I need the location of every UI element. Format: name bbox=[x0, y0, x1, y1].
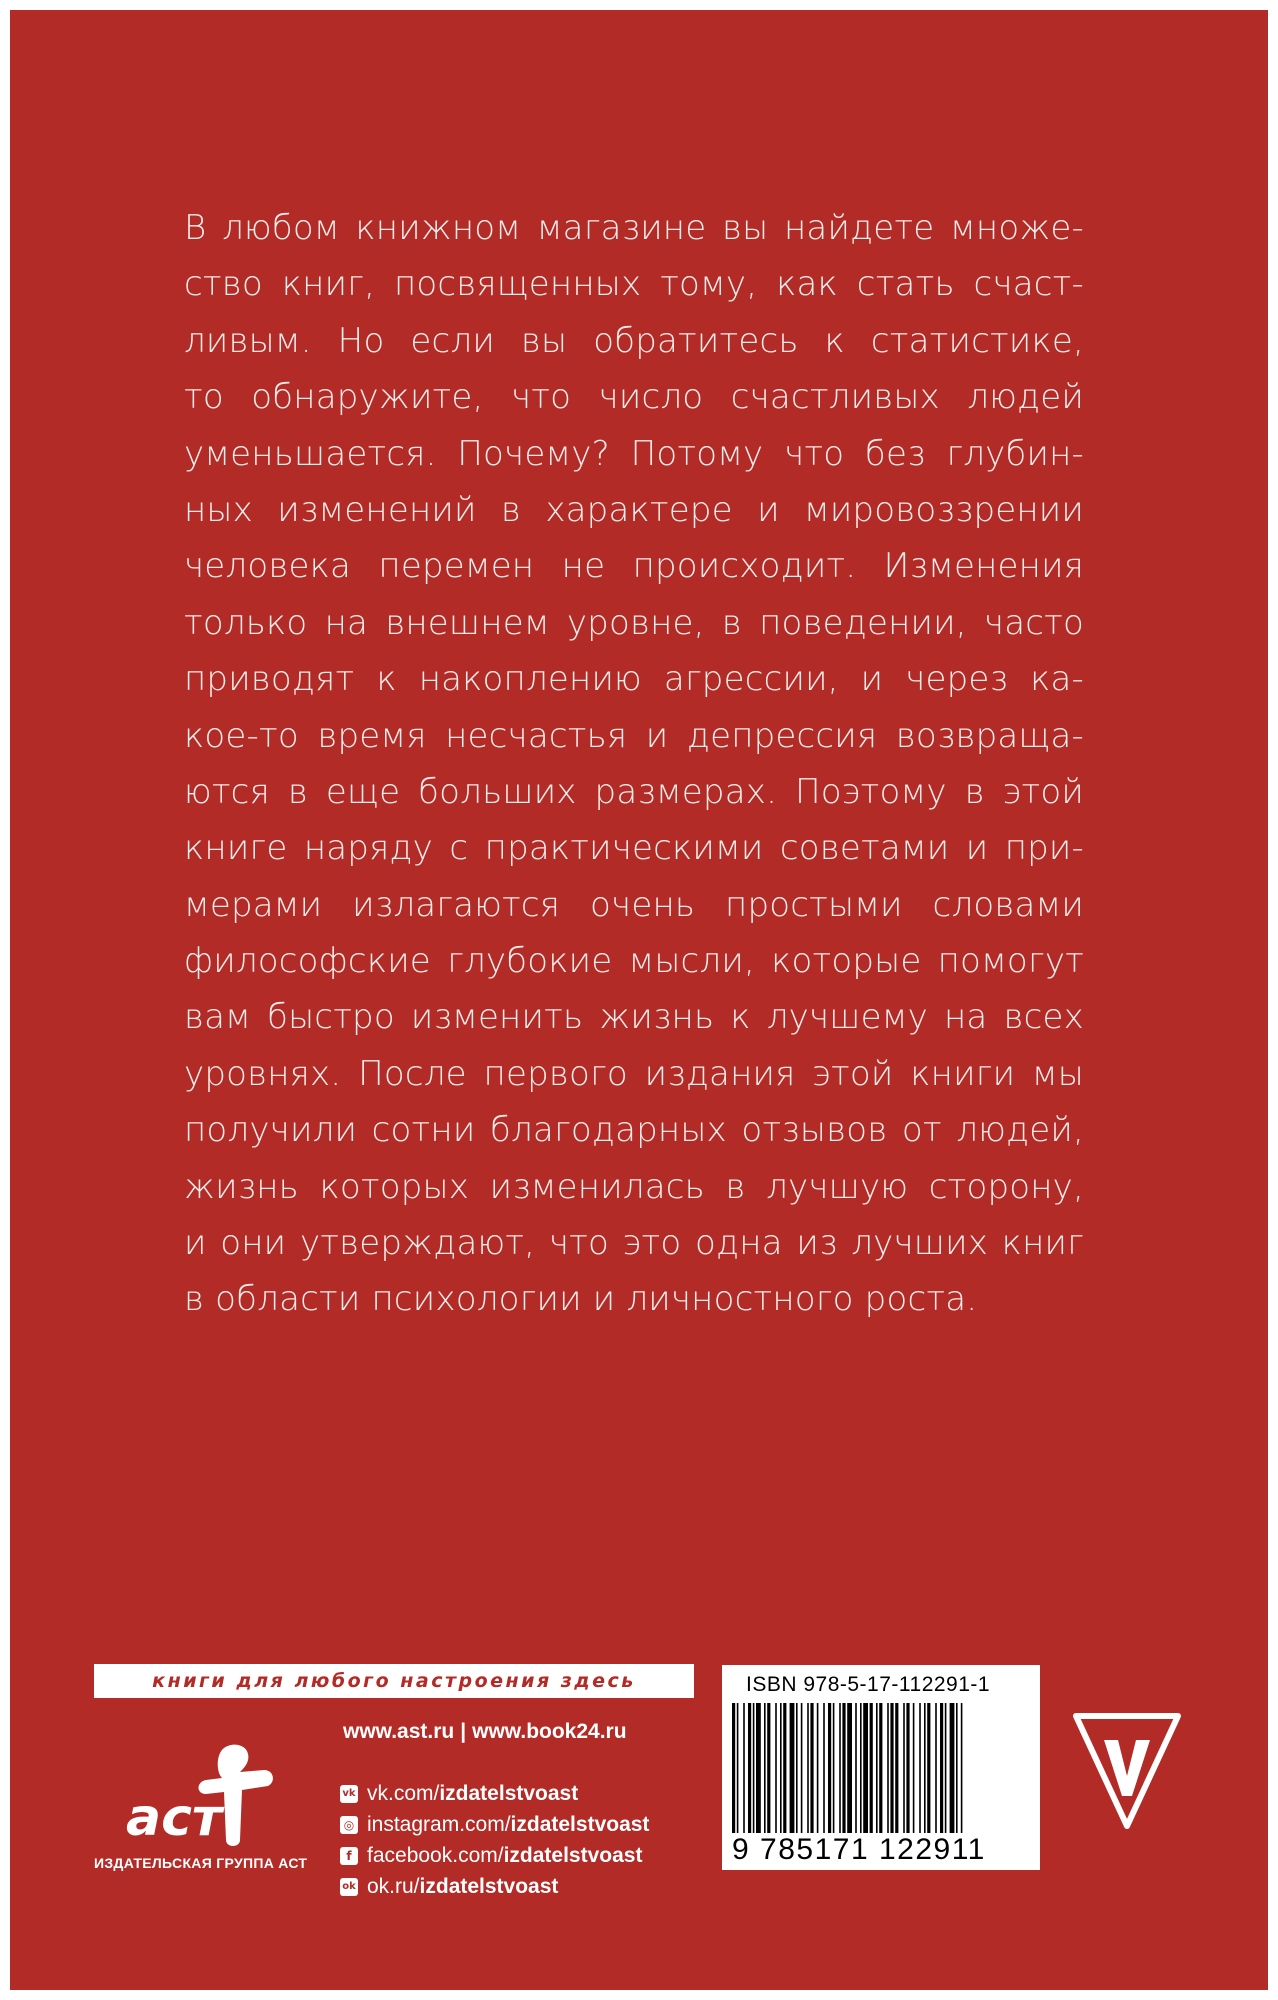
social-handle: izdatelstvoast bbox=[503, 1844, 643, 1867]
publisher-name: ИЗДАТЕЛЬСКАЯ ГРУППА АСТ bbox=[94, 1855, 308, 1871]
barcode-number: 9 785171 122911 bbox=[732, 1833, 1036, 1867]
isbn-label: ISBN 978-5-17-112291-1 bbox=[746, 1673, 991, 1696]
annotation-line: ются в еще больших размерах. Поэтому в этой bbox=[184, 771, 1084, 812]
social-handle: izdatelstvoast bbox=[439, 1782, 579, 1805]
ast-logo bbox=[120, 1740, 280, 1850]
annotation-line: уровнях. После первого издания этой книги мы bbox=[184, 1053, 1084, 1094]
website-link-book24[interactable]: www.book24.ru bbox=[472, 1720, 627, 1743]
annotation-line: только на внешнем уровне, в поведении, часто bbox=[184, 602, 1084, 643]
annotation-line: вам быстро изменить жизнь к лучшему на всех bbox=[184, 997, 1084, 1038]
odnoklassniki-icon: ok bbox=[340, 1878, 358, 1896]
instagram-icon: ◎ bbox=[340, 1816, 358, 1834]
annotation-line: В любом книжном магазине вы найдете множе- bbox=[184, 208, 1084, 248]
social-prefix: instagram.com/ bbox=[367, 1813, 511, 1836]
book-back-cover bbox=[10, 10, 1268, 1990]
website-link-ast[interactable]: www.ast.ru bbox=[343, 1720, 455, 1743]
social-link-odnoklassniki[interactable] bbox=[340, 1873, 649, 1901]
annotation-line: в области психологии и личностного роста. bbox=[184, 1279, 978, 1320]
social-prefix: vk.com/ bbox=[367, 1782, 440, 1805]
facebook-icon: f bbox=[340, 1847, 358, 1865]
vk-icon: vk bbox=[340, 1785, 358, 1803]
svg-text:аст: аст bbox=[126, 1788, 223, 1848]
barcode-icon bbox=[730, 1703, 1032, 1851]
annotation-line: то обнаружите, что число счастливых людей bbox=[184, 377, 1084, 418]
annotation-line: человека перемен не происходит. Изменения bbox=[184, 546, 1084, 587]
social-handle: izdatelstvoast bbox=[419, 1875, 559, 1898]
social-prefix: ok.ru/ bbox=[367, 1875, 420, 1898]
annotation-line: приводят к накоплению агрессии, и через ка- bbox=[184, 659, 1084, 700]
annotation-line: философские глубокие мысли, которые помогут bbox=[184, 941, 1084, 982]
isbn-barcode-block bbox=[722, 1665, 1040, 1870]
annotation-line: ство книг, посвященных тому, как стать счаст- bbox=[184, 264, 1084, 305]
annotation-line: книге наряду с практическими советами и при- bbox=[184, 828, 1084, 869]
tagline-banner: книги для любого настроения здесь bbox=[94, 1664, 694, 1698]
age-rating-v-mark-icon bbox=[1072, 1710, 1182, 1830]
annotation-line: ных изменений в характере и мировоззрении bbox=[184, 489, 1084, 530]
annotation-text bbox=[184, 200, 1084, 1328]
annotation-line: жизнь которых изменилась в лучшую сторону, bbox=[184, 1166, 1084, 1207]
annotation-line: и они утверждают, что это одна из лучших книг bbox=[184, 1223, 1084, 1264]
annotation-line: получили сотни благодарных отзывов от людей, bbox=[184, 1110, 1084, 1151]
social-link-facebook[interactable] bbox=[340, 1842, 649, 1870]
separator: | bbox=[460, 1720, 467, 1743]
social-prefix: facebook.com/ bbox=[367, 1844, 504, 1867]
social-handle: izdatelstvoast bbox=[510, 1813, 650, 1836]
social-links bbox=[340, 1780, 649, 1904]
social-link-instagram[interactable] bbox=[340, 1811, 649, 1839]
website-links bbox=[343, 1720, 627, 1744]
annotation-line: ливым. Но если вы обратитесь к статистике, bbox=[184, 320, 1084, 361]
annotation-line: уменьшается. Почему? Потому что без глубин- bbox=[184, 433, 1084, 474]
annotation-line: кое-то время несчастья и депрессия возвраща- bbox=[184, 715, 1084, 756]
social-link-vk[interactable] bbox=[340, 1780, 649, 1808]
annotation-line: мерами излагаются очень простыми словами bbox=[184, 884, 1084, 925]
